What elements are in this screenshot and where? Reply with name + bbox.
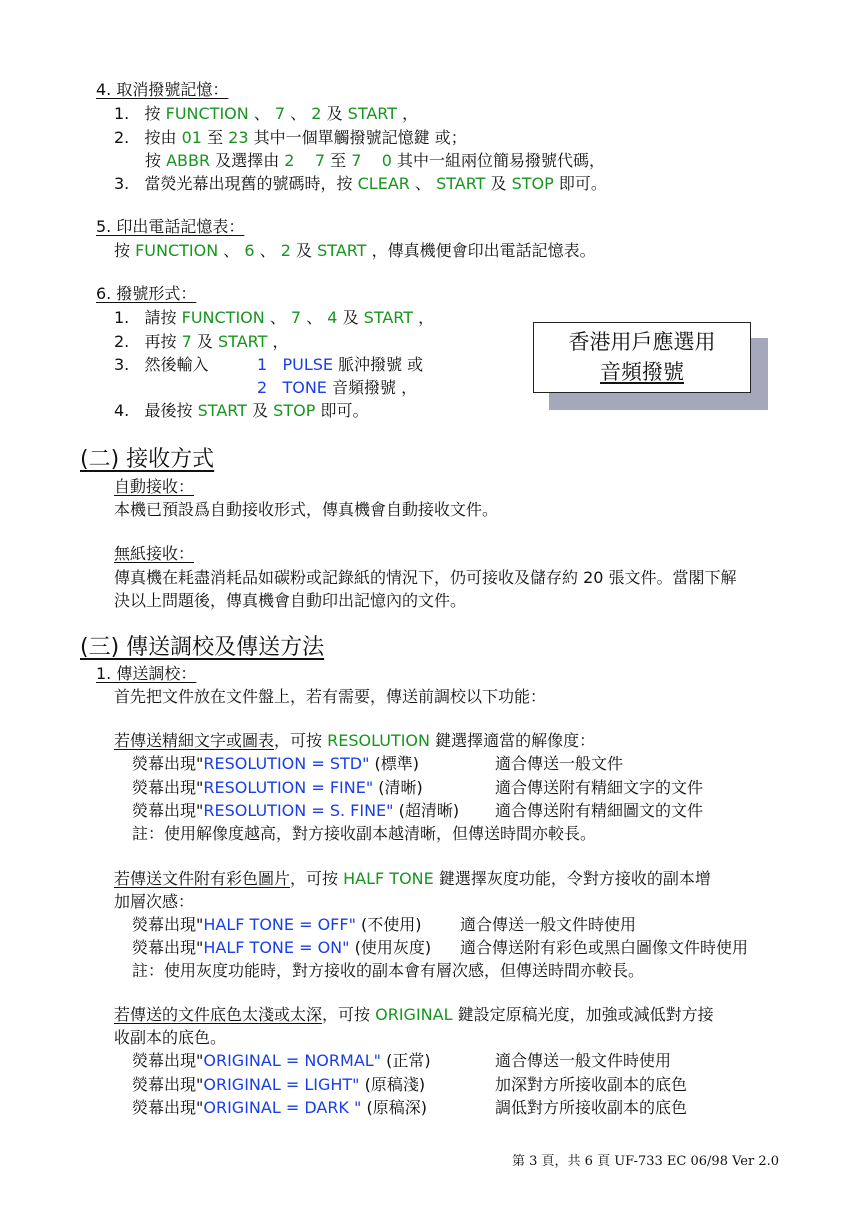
text: 熒幕出現" xyxy=(132,915,204,934)
display-value: HALF TONE = OFF" xyxy=(203,915,356,934)
text: (不使用) xyxy=(355,915,422,934)
original-row xyxy=(132,1074,425,1096)
text: 最後按 xyxy=(144,401,198,420)
text: 、 xyxy=(223,241,245,260)
original-row-desc: 適合傳送一般文件時使用 xyxy=(495,1051,672,1070)
text: ，傳真機便會印出電話記憶表。 xyxy=(371,241,596,260)
resolution-note: 註：使用解像度越高，對方接收副本越清晰，但傳送時間亦較長。 xyxy=(132,824,597,843)
key-7: 7 xyxy=(181,332,192,351)
section-6-title: 6. 撥號形式： xyxy=(96,284,197,303)
key-stop: STOP xyxy=(511,174,554,193)
text: 及 xyxy=(196,332,218,351)
s6-option-pulse xyxy=(257,354,423,376)
text: 按 xyxy=(114,241,136,260)
list-number: 2. xyxy=(114,332,130,351)
page-footer: 第 3 頁，共 6 頁 UF-733 EC 06/98 Ver 2.0 xyxy=(512,1154,780,1169)
text: ， xyxy=(402,104,419,123)
option-number: 2 xyxy=(257,378,268,397)
halftone-lead-cont: 加層次感： xyxy=(114,892,195,911)
key-function: FUNCTION xyxy=(135,241,219,260)
halftone-row xyxy=(132,914,422,936)
halftone-note: 註：使用灰度功能時，對方接收的副本會有層次感，但傳送時間亦較長。 xyxy=(132,961,645,980)
s6-line-2 xyxy=(114,331,288,353)
text: 按 xyxy=(144,104,166,123)
text: (使用灰度) xyxy=(349,938,432,957)
s5-line-1 xyxy=(114,240,596,262)
text: 熒幕出現" xyxy=(132,1051,204,1070)
key-stop: STOP xyxy=(273,401,316,420)
display-value: HALF TONE = ON" xyxy=(203,938,350,957)
key-01: 01 xyxy=(181,128,202,147)
display-value: RESOLUTION = FINE" xyxy=(203,778,374,797)
s4-line-2 xyxy=(114,127,467,149)
display-value: ORIGINAL = DARK " xyxy=(203,1098,362,1117)
key-half-tone: HALF TONE xyxy=(343,869,434,888)
option-tone: TONE xyxy=(282,378,327,397)
key-function: FUNCTION xyxy=(165,104,249,123)
key-function: FUNCTION xyxy=(181,308,265,327)
display-value: RESOLUTION = STD" xyxy=(203,754,370,773)
s6-line-4 xyxy=(114,400,368,422)
text: 按 xyxy=(145,151,167,170)
resolution-row-desc: 適合傳送一般文件 xyxy=(495,754,624,773)
original-row-desc: 加深對方所接收副本的底色 xyxy=(495,1075,688,1094)
text: 音頻撥號 ， xyxy=(332,378,418,397)
key-4: 4 xyxy=(327,308,338,327)
resolution-lead-underlined: 若傳送精細文字或圖表 xyxy=(114,731,275,750)
text: ， xyxy=(272,332,289,351)
text: 按由 xyxy=(144,128,182,147)
text: 、 xyxy=(306,308,328,327)
display-value: RESOLUTION = S. FINE" xyxy=(203,801,394,820)
key-clear: CLEAR xyxy=(357,174,410,193)
option-number: 1 xyxy=(257,355,268,374)
original-row-desc: 調低對方所接收副本的底色 xyxy=(495,1098,688,1117)
key-6: 6 xyxy=(244,241,255,260)
halftone-row xyxy=(132,937,431,959)
text: 熒幕出現" xyxy=(132,801,204,820)
text: 、 xyxy=(414,174,437,193)
text: 及選擇由 xyxy=(215,151,285,170)
resolution-row-desc: 適合傳送附有精細文字的文件 xyxy=(495,778,704,797)
resolution-row-desc: 適合傳送附有精細圖文的文件 xyxy=(495,801,704,820)
key-resolution: RESOLUTION xyxy=(327,731,430,750)
text: 熒幕出現" xyxy=(132,778,204,797)
paperless-receive-body-2: 決以上問題後，傳真機會自動印出記憶內的文件。 xyxy=(114,591,467,610)
text: 、 xyxy=(269,308,291,327)
text: (正常) xyxy=(381,1051,431,1070)
resolution-row xyxy=(132,800,459,822)
text: ，可按 xyxy=(274,731,328,750)
halftone-row-desc: 適合傳送一般文件時使用 xyxy=(460,915,637,934)
text: 熒幕出現" xyxy=(132,754,204,773)
key-7: 7 xyxy=(290,308,302,327)
text: 即可。 xyxy=(320,401,369,420)
key-start: START xyxy=(436,174,486,193)
section-4-title: 4. 取消撥號記憶： xyxy=(96,80,229,99)
text: ， xyxy=(418,308,435,327)
text: 、 xyxy=(259,241,281,260)
s6-line-3 xyxy=(114,354,209,376)
halftone-lead-underlined: 若傳送文件附有彩色圖片 xyxy=(114,869,291,888)
halftone-row-desc: 適合傳送附有彩色或黑白圖像文件時使用 xyxy=(460,938,749,957)
original-row xyxy=(132,1097,427,1119)
paperless-receive-title: 無紙接收： xyxy=(114,544,195,563)
key-start: START xyxy=(317,241,367,260)
text: 至 xyxy=(330,151,352,170)
text: 、 xyxy=(253,104,275,123)
text: 其中一組兩位簡易撥號代碼， xyxy=(397,151,606,170)
resolution-lead xyxy=(114,730,595,752)
text: ，可按 xyxy=(290,869,344,888)
key-7: 7 xyxy=(274,104,286,123)
halftone-lead xyxy=(114,868,711,890)
auto-receive-body: 本機已預設爲自動接收形式，傳真機會自動接收文件。 xyxy=(114,500,499,519)
text: (標準) xyxy=(369,754,419,773)
original-lead xyxy=(114,1004,714,1026)
text: 、 xyxy=(290,104,312,123)
list-number: 3. xyxy=(114,355,130,374)
key-2: 2 xyxy=(280,241,291,260)
text: 即可。 xyxy=(558,174,607,193)
key-0: 0 xyxy=(381,151,392,170)
text: 鍵選擇灰度功能，令對方接收的副本增 xyxy=(438,869,711,888)
text: ，可按 xyxy=(322,1005,376,1024)
text: (清晰) xyxy=(373,778,423,797)
key-start: START xyxy=(347,104,398,123)
key-7: 7 xyxy=(314,151,326,170)
text: 及 xyxy=(326,104,348,123)
key-start: START xyxy=(218,332,268,351)
resolution-row xyxy=(132,777,423,799)
original-lead-underlined: 若傳送的文件底色太淺或太深 xyxy=(114,1005,323,1024)
intro-text: 首先把文件放在文件盤上，若有需要，傳送前調校以下功能： xyxy=(114,687,547,706)
s4-line-3 xyxy=(145,150,605,172)
list-number: 1. xyxy=(114,104,130,123)
text: (原稿深) xyxy=(361,1098,427,1117)
subsection-1-title: 1. 傳送調校： xyxy=(96,664,197,683)
text: 熒幕出現" xyxy=(132,1098,204,1117)
key-23: 23 xyxy=(228,128,249,147)
key-start: START xyxy=(197,401,247,420)
list-number: 1. xyxy=(114,308,130,327)
s4-line-1 xyxy=(114,103,418,125)
key-abbr: ABBR xyxy=(166,151,211,170)
key-2: 2 xyxy=(284,151,295,170)
text: 再按 xyxy=(144,332,182,351)
text: 及 xyxy=(490,174,512,193)
text: 熒幕出現" xyxy=(132,938,204,957)
text: 其中一個單觸撥號記憶鍵 或； xyxy=(253,128,467,147)
callout-box xyxy=(533,322,751,393)
original-row xyxy=(132,1050,431,1072)
text: 及 xyxy=(342,308,364,327)
text: (原稿淺) xyxy=(359,1075,426,1094)
option-pulse: PULSE xyxy=(282,355,333,374)
list-number: 4. xyxy=(114,401,130,420)
text: 然後輸入 xyxy=(144,355,209,374)
callout-line-1: 香港用戶應選用 xyxy=(568,330,716,354)
auto-receive-title: 自動接收： xyxy=(114,477,195,496)
s4-line-4 xyxy=(114,173,607,195)
key-7: 7 xyxy=(351,151,362,170)
section-2-heading: (二) 接收方式 xyxy=(80,447,215,472)
text: 鍵選擇適當的解像度： xyxy=(435,731,596,750)
callout-line-2: 音頻撥號 xyxy=(600,360,684,384)
s6-line-1 xyxy=(114,307,434,329)
key-2: 2 xyxy=(311,104,322,123)
section-3-heading: (三) 傳送調校及傳送方法 xyxy=(80,635,325,660)
paperless-receive-body-1: 傳真機在耗盡消耗品如碳粉或記錄紙的情況下，仍可接收及儲存約 20 張文件。當閣下解 xyxy=(114,568,737,587)
s6-option-tone xyxy=(257,377,417,399)
text: 熒幕出現" xyxy=(132,1075,204,1094)
text: 至 xyxy=(207,128,229,147)
text: 鍵設定原稿光度，加強或減低對方接 xyxy=(457,1005,714,1024)
text: 當熒光幕出現舊的號碼時，按 xyxy=(144,174,358,193)
text: 及 xyxy=(296,241,318,260)
display-value: ORIGINAL = NORMAL" xyxy=(203,1051,382,1070)
key-start: START xyxy=(363,308,414,327)
list-number: 2. xyxy=(114,128,130,147)
section-5-title: 5. 印出電話記憶表： xyxy=(96,217,245,236)
text: 及 xyxy=(252,401,274,420)
original-lead-cont: 收副本的底色。 xyxy=(114,1028,227,1047)
text: 脈沖撥號 或 xyxy=(338,355,424,374)
text: 請按 xyxy=(144,308,182,327)
list-number: 3. xyxy=(114,174,130,193)
key-original: ORIGINAL xyxy=(375,1005,453,1024)
resolution-row xyxy=(132,753,419,775)
display-value: ORIGINAL = LIGHT" xyxy=(203,1075,360,1094)
text: (超清晰) xyxy=(393,801,460,820)
